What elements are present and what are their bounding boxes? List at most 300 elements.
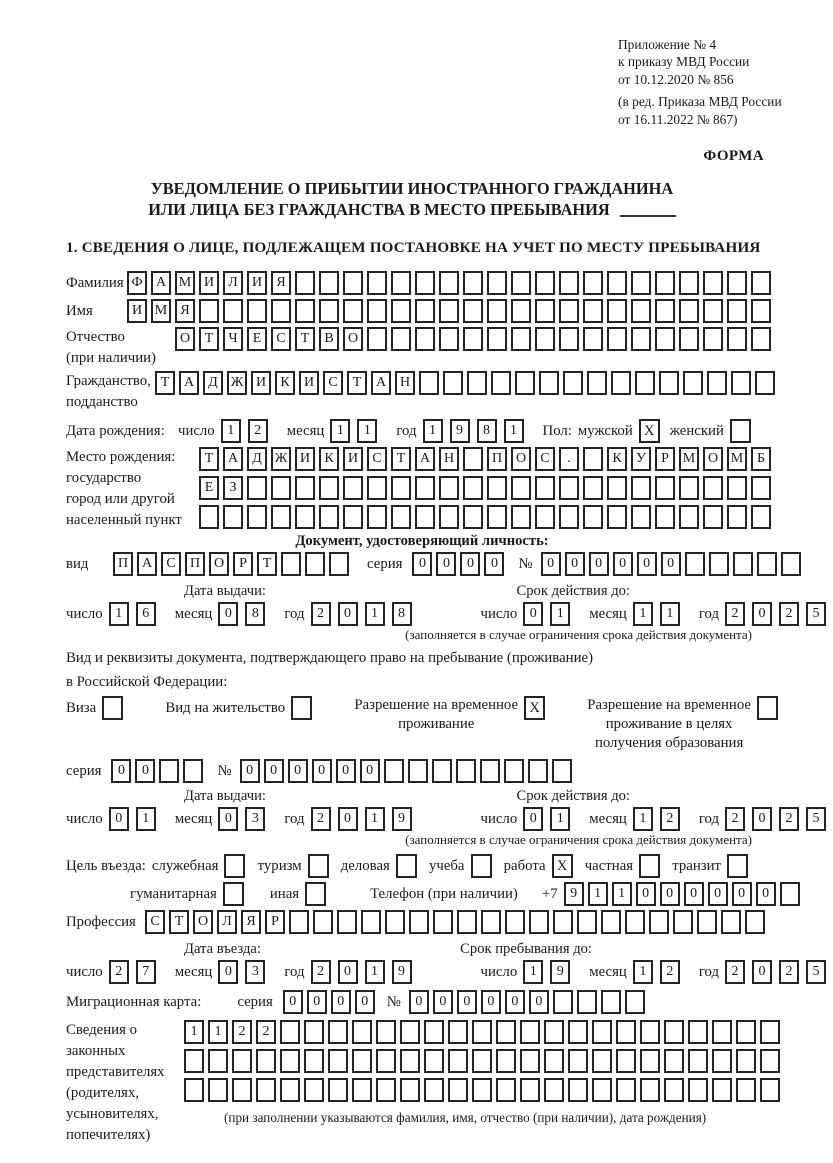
char-box[interactable] xyxy=(721,910,741,934)
char-box[interactable] xyxy=(352,1049,372,1073)
checkbox[interactable] xyxy=(639,854,660,878)
char-box[interactable] xyxy=(697,910,717,934)
char-box[interactable] xyxy=(361,910,381,934)
char-box[interactable]: Т xyxy=(199,447,219,471)
char-box[interactable] xyxy=(568,1020,588,1044)
char-box[interactable]: С xyxy=(535,447,555,471)
char-box[interactable]: С xyxy=(323,371,343,395)
char-box[interactable]: О xyxy=(703,447,723,471)
char-box[interactable] xyxy=(295,271,315,295)
char-box[interactable] xyxy=(640,1078,660,1102)
char-box[interactable]: 1 xyxy=(612,882,632,906)
char-box[interactable] xyxy=(688,1078,708,1102)
char-box[interactable] xyxy=(688,1020,708,1044)
char-box[interactable]: 0 xyxy=(732,882,752,906)
char-box[interactable] xyxy=(583,447,603,471)
char-box[interactable]: Т xyxy=(347,371,367,395)
char-box[interactable] xyxy=(337,910,357,934)
char-box[interactable] xyxy=(703,327,723,351)
date-char-box[interactable]: 1 xyxy=(504,419,524,443)
date-char-box[interactable]: 2 xyxy=(109,960,129,984)
char-box[interactable] xyxy=(727,271,747,295)
char-box[interactable] xyxy=(199,505,219,529)
char-box[interactable] xyxy=(376,1020,396,1044)
date-char-box[interactable]: 0 xyxy=(338,602,358,626)
char-box[interactable]: Т xyxy=(391,447,411,471)
char-box[interactable] xyxy=(745,910,765,934)
char-box[interactable] xyxy=(592,1049,612,1073)
char-box[interactable] xyxy=(343,271,363,295)
char-box[interactable] xyxy=(281,552,301,576)
char-box[interactable] xyxy=(313,910,333,934)
date-char-box[interactable]: 1 xyxy=(523,960,543,984)
char-box[interactable] xyxy=(443,371,463,395)
char-box[interactable]: М xyxy=(175,271,195,295)
char-box[interactable] xyxy=(679,271,699,295)
char-box[interactable] xyxy=(367,327,387,351)
char-box[interactable] xyxy=(487,476,507,500)
char-box[interactable] xyxy=(415,476,435,500)
char-box[interactable] xyxy=(727,299,747,323)
char-box[interactable] xyxy=(305,552,325,576)
char-box[interactable] xyxy=(367,299,387,323)
male-checkbox[interactable]: X xyxy=(639,419,660,443)
char-box[interactable]: 0 xyxy=(360,759,380,783)
date-char-box[interactable]: 2 xyxy=(779,807,799,831)
char-box[interactable] xyxy=(751,271,771,295)
char-box[interactable]: 1 xyxy=(208,1020,228,1044)
char-box[interactable]: 0 xyxy=(708,882,728,906)
checkbox[interactable] xyxy=(396,854,417,878)
date-char-box[interactable]: 0 xyxy=(218,602,238,626)
char-box[interactable] xyxy=(384,759,404,783)
char-box[interactable]: Т xyxy=(155,371,175,395)
char-box[interactable] xyxy=(448,1078,468,1102)
char-box[interactable]: 0 xyxy=(589,552,609,576)
checkbox[interactable] xyxy=(727,854,748,878)
char-box[interactable]: О xyxy=(511,447,531,471)
char-box[interactable] xyxy=(472,1078,492,1102)
char-box[interactable] xyxy=(208,1049,228,1073)
date-char-box[interactable]: 1 xyxy=(365,807,385,831)
char-box[interactable] xyxy=(223,299,243,323)
char-box[interactable] xyxy=(487,327,507,351)
char-box[interactable] xyxy=(415,299,435,323)
date-char-box[interactable]: 1 xyxy=(633,602,653,626)
char-box[interactable] xyxy=(607,299,627,323)
char-box[interactable] xyxy=(472,1020,492,1044)
char-box[interactable]: 0 xyxy=(355,990,375,1014)
char-box[interactable] xyxy=(496,1078,516,1102)
char-box[interactable] xyxy=(208,1078,228,1102)
char-box[interactable] xyxy=(655,327,675,351)
char-box[interactable] xyxy=(289,910,309,934)
char-box[interactable]: 0 xyxy=(457,990,477,1014)
date-char-box[interactable]: 2 xyxy=(311,602,331,626)
char-box[interactable] xyxy=(511,327,531,351)
temp-residence-edu-checkbox[interactable] xyxy=(757,696,778,720)
char-box[interactable] xyxy=(733,552,753,576)
char-box[interactable]: 1 xyxy=(184,1020,204,1044)
date-char-box[interactable]: 0 xyxy=(752,807,772,831)
char-box[interactable] xyxy=(703,271,723,295)
visa-checkbox[interactable] xyxy=(102,696,123,720)
char-box[interactable] xyxy=(467,371,487,395)
char-box[interactable] xyxy=(535,271,555,295)
char-box[interactable] xyxy=(319,299,339,323)
char-box[interactable] xyxy=(511,476,531,500)
char-box[interactable]: Т xyxy=(169,910,189,934)
date-char-box[interactable]: 1 xyxy=(365,960,385,984)
char-box[interactable] xyxy=(304,1020,324,1044)
char-box[interactable] xyxy=(640,1020,660,1044)
char-box[interactable] xyxy=(343,476,363,500)
date-char-box[interactable]: 0 xyxy=(523,602,543,626)
char-box[interactable]: Е xyxy=(247,327,267,351)
char-box[interactable]: А xyxy=(137,552,157,576)
char-box[interactable] xyxy=(568,1078,588,1102)
char-box[interactable] xyxy=(159,759,179,783)
date-char-box[interactable]: 9 xyxy=(392,807,412,831)
char-box[interactable] xyxy=(491,371,511,395)
char-box[interactable]: 0 xyxy=(636,882,656,906)
char-box[interactable]: 2 xyxy=(256,1020,276,1044)
char-box[interactable]: Н xyxy=(439,447,459,471)
char-box[interactable] xyxy=(664,1078,684,1102)
char-box[interactable]: 0 xyxy=(433,990,453,1014)
female-checkbox[interactable] xyxy=(730,419,751,443)
char-box[interactable]: А xyxy=(371,371,391,395)
char-box[interactable]: 0 xyxy=(505,990,525,1014)
char-box[interactable] xyxy=(280,1020,300,1044)
char-box[interactable]: О xyxy=(209,552,229,576)
char-box[interactable]: С xyxy=(367,447,387,471)
char-box[interactable] xyxy=(607,271,627,295)
char-box[interactable]: 0 xyxy=(660,882,680,906)
date-char-box[interactable]: 8 xyxy=(245,602,265,626)
char-box[interactable]: 0 xyxy=(661,552,681,576)
char-box[interactable] xyxy=(544,1049,564,1073)
char-box[interactable]: 0 xyxy=(312,759,332,783)
char-box[interactable]: 9 xyxy=(564,882,584,906)
char-box[interactable] xyxy=(504,759,524,783)
char-box[interactable]: 0 xyxy=(111,759,131,783)
char-box[interactable] xyxy=(487,299,507,323)
char-box[interactable] xyxy=(256,1049,276,1073)
char-box[interactable] xyxy=(655,271,675,295)
char-box[interactable] xyxy=(448,1020,468,1044)
char-box[interactable] xyxy=(583,476,603,500)
char-box[interactable] xyxy=(727,505,747,529)
char-box[interactable]: В xyxy=(319,327,339,351)
date-char-box[interactable]: 0 xyxy=(752,960,772,984)
date-char-box[interactable]: 2 xyxy=(311,960,331,984)
char-box[interactable]: 0 xyxy=(135,759,155,783)
char-box[interactable] xyxy=(367,271,387,295)
char-box[interactable] xyxy=(424,1020,444,1044)
char-box[interactable] xyxy=(415,271,435,295)
residence-permit-checkbox[interactable] xyxy=(291,696,312,720)
char-box[interactable] xyxy=(709,552,729,576)
char-box[interactable] xyxy=(655,299,675,323)
char-box[interactable] xyxy=(520,1078,540,1102)
char-box[interactable] xyxy=(463,505,483,529)
char-box[interactable]: С xyxy=(271,327,291,351)
checkbox[interactable]: X xyxy=(552,854,573,878)
char-box[interactable]: П xyxy=(487,447,507,471)
date-char-box[interactable]: 5 xyxy=(806,960,826,984)
char-box[interactable] xyxy=(400,1078,420,1102)
char-box[interactable] xyxy=(664,1020,684,1044)
char-box[interactable] xyxy=(487,271,507,295)
char-box[interactable]: А xyxy=(223,447,243,471)
date-char-box[interactable]: 3 xyxy=(245,960,265,984)
char-box[interactable] xyxy=(625,990,645,1014)
char-box[interactable] xyxy=(223,505,243,529)
char-box[interactable]: Д xyxy=(203,371,223,395)
char-box[interactable] xyxy=(631,505,651,529)
char-box[interactable]: Р xyxy=(233,552,253,576)
char-box[interactable] xyxy=(688,1049,708,1073)
char-box[interactable] xyxy=(271,505,291,529)
char-box[interactable]: О xyxy=(175,327,195,351)
char-box[interactable] xyxy=(511,505,531,529)
date-char-box[interactable]: 9 xyxy=(450,419,470,443)
char-box[interactable] xyxy=(515,371,535,395)
char-box[interactable] xyxy=(415,505,435,529)
char-box[interactable] xyxy=(583,505,603,529)
char-box[interactable] xyxy=(280,1078,300,1102)
char-box[interactable] xyxy=(520,1049,540,1073)
char-box[interactable] xyxy=(751,505,771,529)
char-box[interactable]: К xyxy=(607,447,627,471)
char-box[interactable] xyxy=(456,759,476,783)
char-box[interactable] xyxy=(433,910,453,934)
char-box[interactable]: З xyxy=(223,476,243,500)
date-char-box[interactable]: 2 xyxy=(779,602,799,626)
char-box[interactable] xyxy=(631,327,651,351)
char-box[interactable]: М xyxy=(679,447,699,471)
char-box[interactable] xyxy=(616,1020,636,1044)
char-box[interactable] xyxy=(611,371,631,395)
char-box[interactable] xyxy=(463,327,483,351)
date-char-box[interactable]: 1 xyxy=(357,419,377,443)
char-box[interactable] xyxy=(343,505,363,529)
char-box[interactable]: К xyxy=(319,447,339,471)
char-box[interactable] xyxy=(631,299,651,323)
char-box[interactable] xyxy=(271,299,291,323)
char-box[interactable]: 2 xyxy=(232,1020,252,1044)
char-box[interactable] xyxy=(535,299,555,323)
char-box[interactable]: М xyxy=(151,299,171,323)
char-box[interactable] xyxy=(679,299,699,323)
char-box[interactable]: 0 xyxy=(684,882,704,906)
char-box[interactable] xyxy=(424,1049,444,1073)
char-box[interactable] xyxy=(271,476,291,500)
char-box[interactable] xyxy=(328,1078,348,1102)
checkbox[interactable] xyxy=(224,854,245,878)
char-box[interactable] xyxy=(432,759,452,783)
char-box[interactable] xyxy=(511,299,531,323)
char-box[interactable]: У xyxy=(631,447,651,471)
char-box[interactable]: 0 xyxy=(412,552,432,576)
char-box[interactable] xyxy=(184,1049,204,1073)
char-box[interactable] xyxy=(505,910,525,934)
char-box[interactable] xyxy=(601,990,621,1014)
char-box[interactable] xyxy=(751,299,771,323)
char-box[interactable]: М xyxy=(727,447,747,471)
char-box[interactable] xyxy=(583,299,603,323)
char-box[interactable] xyxy=(553,990,573,1014)
date-char-box[interactable]: 2 xyxy=(725,960,745,984)
char-box[interactable]: 0 xyxy=(541,552,561,576)
char-box[interactable] xyxy=(731,371,751,395)
char-box[interactable] xyxy=(487,505,507,529)
char-box[interactable]: Р xyxy=(655,447,675,471)
char-box[interactable] xyxy=(760,1020,780,1044)
char-box[interactable] xyxy=(757,552,777,576)
char-box[interactable] xyxy=(439,476,459,500)
char-box[interactable]: 0 xyxy=(756,882,776,906)
char-box[interactable] xyxy=(559,271,579,295)
char-box[interactable]: Т xyxy=(199,327,219,351)
char-box[interactable] xyxy=(408,759,428,783)
char-box[interactable] xyxy=(472,1049,492,1073)
char-box[interactable]: 0 xyxy=(637,552,657,576)
char-box[interactable] xyxy=(304,1078,324,1102)
char-box[interactable] xyxy=(528,759,548,783)
char-box[interactable] xyxy=(607,505,627,529)
char-box[interactable]: И xyxy=(199,271,219,295)
char-box[interactable] xyxy=(391,299,411,323)
char-box[interactable] xyxy=(559,505,579,529)
char-box[interactable] xyxy=(463,271,483,295)
char-box[interactable] xyxy=(544,1078,564,1102)
char-box[interactable] xyxy=(329,552,349,576)
char-box[interactable]: Л xyxy=(223,271,243,295)
char-box[interactable]: Д xyxy=(247,447,267,471)
char-box[interactable] xyxy=(631,476,651,500)
char-box[interactable]: Т xyxy=(295,327,315,351)
date-char-box[interactable]: 1 xyxy=(423,419,443,443)
char-box[interactable]: Н xyxy=(395,371,415,395)
date-char-box[interactable]: 0 xyxy=(218,807,238,831)
date-char-box[interactable]: 2 xyxy=(660,960,680,984)
char-box[interactable] xyxy=(616,1049,636,1073)
char-box[interactable]: Я xyxy=(175,299,195,323)
char-box[interactable]: Ф xyxy=(127,271,147,295)
date-char-box[interactable]: 2 xyxy=(725,602,745,626)
char-box[interactable] xyxy=(592,1078,612,1102)
char-box[interactable] xyxy=(391,327,411,351)
char-box[interactable]: Я xyxy=(271,271,291,295)
char-box[interactable] xyxy=(673,910,693,934)
char-box[interactable] xyxy=(391,271,411,295)
date-char-box[interactable]: 0 xyxy=(752,602,772,626)
date-char-box[interactable]: 1 xyxy=(365,602,385,626)
char-box[interactable] xyxy=(703,476,723,500)
char-box[interactable] xyxy=(247,505,267,529)
char-box[interactable] xyxy=(400,1049,420,1073)
char-box[interactable] xyxy=(319,271,339,295)
char-box[interactable] xyxy=(635,371,655,395)
char-box[interactable] xyxy=(328,1049,348,1073)
date-char-box[interactable]: 2 xyxy=(779,960,799,984)
char-box[interactable] xyxy=(760,1078,780,1102)
char-box[interactable] xyxy=(463,447,483,471)
date-char-box[interactable]: 5 xyxy=(806,602,826,626)
char-box[interactable] xyxy=(535,327,555,351)
char-box[interactable] xyxy=(457,910,477,934)
checkbox[interactable] xyxy=(305,882,326,906)
char-box[interactable]: Р xyxy=(265,910,285,934)
char-box[interactable] xyxy=(727,327,747,351)
char-box[interactable] xyxy=(781,552,801,576)
char-box[interactable] xyxy=(247,476,267,500)
char-box[interactable] xyxy=(367,505,387,529)
char-box[interactable] xyxy=(520,1020,540,1044)
char-box[interactable]: Я xyxy=(241,910,261,934)
char-box[interactable] xyxy=(480,759,500,783)
char-box[interactable] xyxy=(712,1049,732,1073)
char-box[interactable] xyxy=(256,1078,276,1102)
char-box[interactable] xyxy=(712,1078,732,1102)
char-box[interactable] xyxy=(535,505,555,529)
char-box[interactable]: 0 xyxy=(409,990,429,1014)
char-box[interactable] xyxy=(703,505,723,529)
char-box[interactable]: Б xyxy=(751,447,771,471)
char-box[interactable] xyxy=(295,299,315,323)
char-box[interactable]: 0 xyxy=(336,759,356,783)
date-char-box[interactable]: 8 xyxy=(392,602,412,626)
char-box[interactable]: С xyxy=(161,552,181,576)
char-box[interactable]: А xyxy=(151,271,171,295)
date-char-box[interactable]: 1 xyxy=(633,960,653,984)
char-box[interactable] xyxy=(319,505,339,529)
char-box[interactable] xyxy=(559,476,579,500)
char-box[interactable] xyxy=(400,1020,420,1044)
char-box[interactable] xyxy=(625,910,645,934)
char-box[interactable] xyxy=(391,476,411,500)
char-box[interactable] xyxy=(199,299,219,323)
char-box[interactable]: О xyxy=(193,910,213,934)
date-char-box[interactable]: 1 xyxy=(136,807,156,831)
char-box[interactable]: А xyxy=(179,371,199,395)
checkbox[interactable] xyxy=(471,854,492,878)
checkbox[interactable] xyxy=(308,854,329,878)
date-char-box[interactable]: 0 xyxy=(523,807,543,831)
char-box[interactable] xyxy=(679,505,699,529)
char-box[interactable]: 0 xyxy=(436,552,456,576)
char-box[interactable] xyxy=(736,1049,756,1073)
char-box[interactable] xyxy=(343,299,363,323)
char-box[interactable] xyxy=(232,1049,252,1073)
char-box[interactable] xyxy=(247,299,267,323)
char-box[interactable] xyxy=(685,552,705,576)
char-box[interactable] xyxy=(376,1049,396,1073)
char-box[interactable]: 0 xyxy=(240,759,260,783)
char-box[interactable] xyxy=(568,1049,588,1073)
char-box[interactable] xyxy=(736,1078,756,1102)
char-box[interactable]: П xyxy=(185,552,205,576)
char-box[interactable]: 0 xyxy=(529,990,549,1014)
char-box[interactable]: 0 xyxy=(484,552,504,576)
char-box[interactable] xyxy=(439,327,459,351)
date-char-box[interactable]: 1 xyxy=(660,602,680,626)
char-box[interactable] xyxy=(439,271,459,295)
char-box[interactable] xyxy=(439,299,459,323)
char-box[interactable] xyxy=(616,1078,636,1102)
